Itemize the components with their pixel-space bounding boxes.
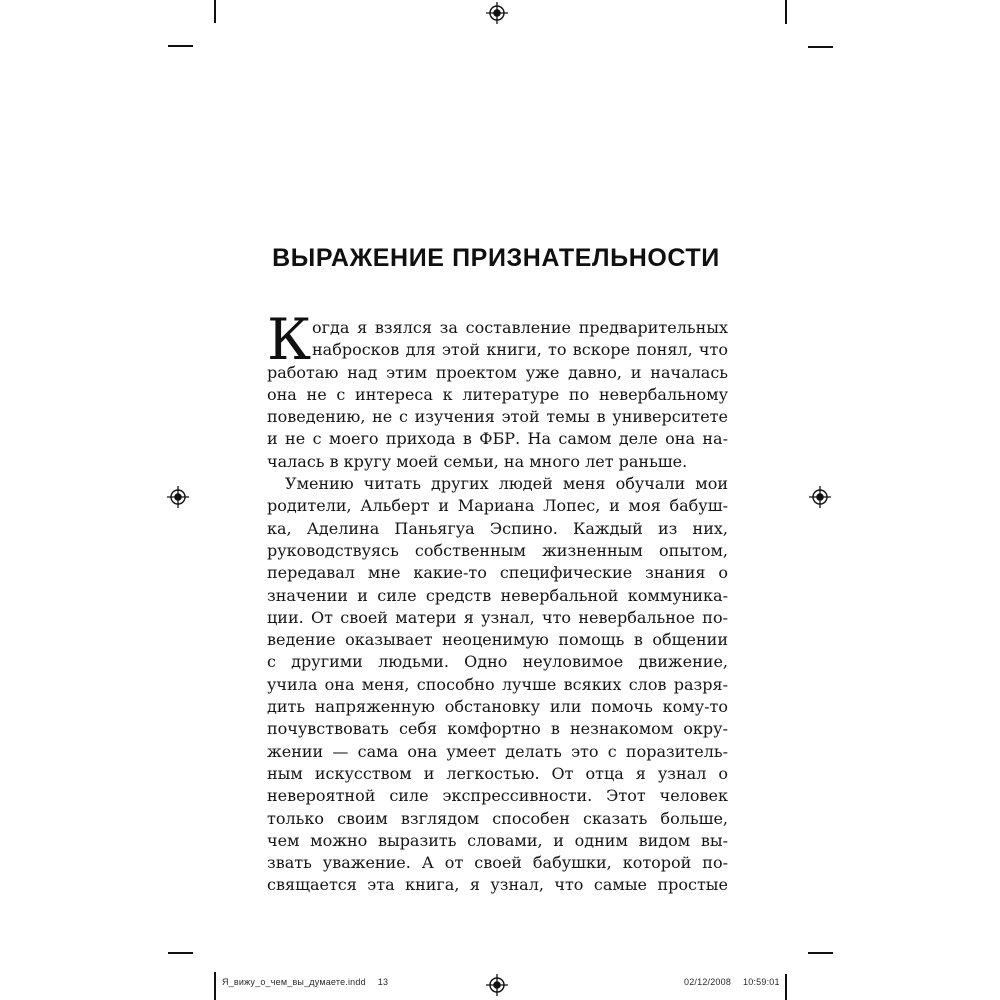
body-line: ка, Аделина Паньягуа Эспино. Каждый из них, [267, 518, 728, 538]
registration-target-icon [808, 485, 832, 509]
slug-filename: Я_вижу_о_чем_вы_думаете.indd [222, 977, 366, 987]
crop-mark-top-left-horizontal [168, 45, 193, 47]
body-line: звать уважение. А от своей бабушки, которой по- [267, 853, 728, 873]
body-line: чалась в кругу моей семьи, на много лет раньше. [267, 451, 688, 471]
body-line: Умению читать других людей меня обучали мои [285, 474, 728, 494]
body-line: невероятной силе экспрессивности. Этот человек [267, 786, 728, 806]
body-line: с другими людьми. Одно неуловимое движение, [267, 652, 728, 672]
body-line: поведению, не с изучения этой темы в университете [267, 407, 728, 427]
registration-target-icon [485, 1, 509, 25]
crop-mark-bottom-left-horizontal [168, 952, 193, 954]
slug-page-number: 13 [377, 977, 389, 987]
body-line: передавал мне какие-то специфические знания о [267, 563, 728, 583]
body-line: только своим взглядом способен сказать больше, [267, 808, 728, 828]
crop-mark-bottom-left-vertical [214, 972, 216, 1000]
drop-cap: К [267, 307, 312, 373]
body-line: огда я взялся за составление предварительных [312, 318, 728, 337]
body-line: ным искусством и легкостью. От отца я узнал о [267, 763, 728, 783]
body-line: учила она меня, способно лучше всяких слов разря- [267, 674, 728, 694]
paragraph [267, 307, 728, 473]
slug-timestamp [684, 977, 780, 987]
crop-mark-bottom-right-horizontal [808, 952, 833, 954]
crop-mark-bottom-right-vertical [785, 974, 787, 1000]
body-line: и не с моего прихода в ФБР. На самом деле она на- [267, 429, 728, 449]
body-line: руководствуясь собственным жизненным опытом, [267, 540, 728, 560]
body-line: родители, Альберт и Мариана Лопес, и моя бабуш- [267, 496, 728, 516]
body-line: ведение оказывает неоценимую помощь в общении [267, 630, 728, 650]
body-text [267, 307, 728, 897]
registration-target-icon [485, 973, 509, 997]
slug-file-info [222, 977, 388, 987]
body-line: ции. От своей матери я узнал, что невербальное по- [267, 607, 728, 627]
crop-mark-top-right-vertical [785, 0, 787, 24]
crop-mark-top-left-vertical [214, 0, 216, 23]
body-line: значении и силе средств невербальной коммуника- [267, 585, 728, 605]
slug-date: 02/12/2008 [684, 977, 732, 987]
body-line: набросков для этой книги, то вскоре понял, что [312, 340, 728, 360]
slug-time: 10:59:01 [743, 977, 780, 987]
book-page [215, 46, 786, 953]
chapter-title: ВЫРАЖЕНИЕ ПРИЗНАТЕЛЬНОСТИ [272, 243, 720, 272]
body-line: чем можно выразить словами, и одним видом вы- [267, 830, 728, 850]
body-line: она не с интереса к литературе по невербальному [267, 384, 728, 404]
body-line: дить напряженную обстановку или помочь кому-то [267, 697, 728, 717]
registration-target-icon [166, 485, 190, 509]
body-line: жении — сама она умеет делать это с поразитель- [267, 741, 728, 761]
body-line: работаю над этим проектом уже давно, и началась [267, 362, 728, 382]
body-line: почувствовать себя комфортно в незнакомом окру- [267, 719, 728, 739]
paragraph [267, 473, 728, 897]
crop-mark-top-right-horizontal [808, 46, 833, 48]
body-line: свящается эта книга, я узнал, что самые простые [267, 875, 728, 895]
